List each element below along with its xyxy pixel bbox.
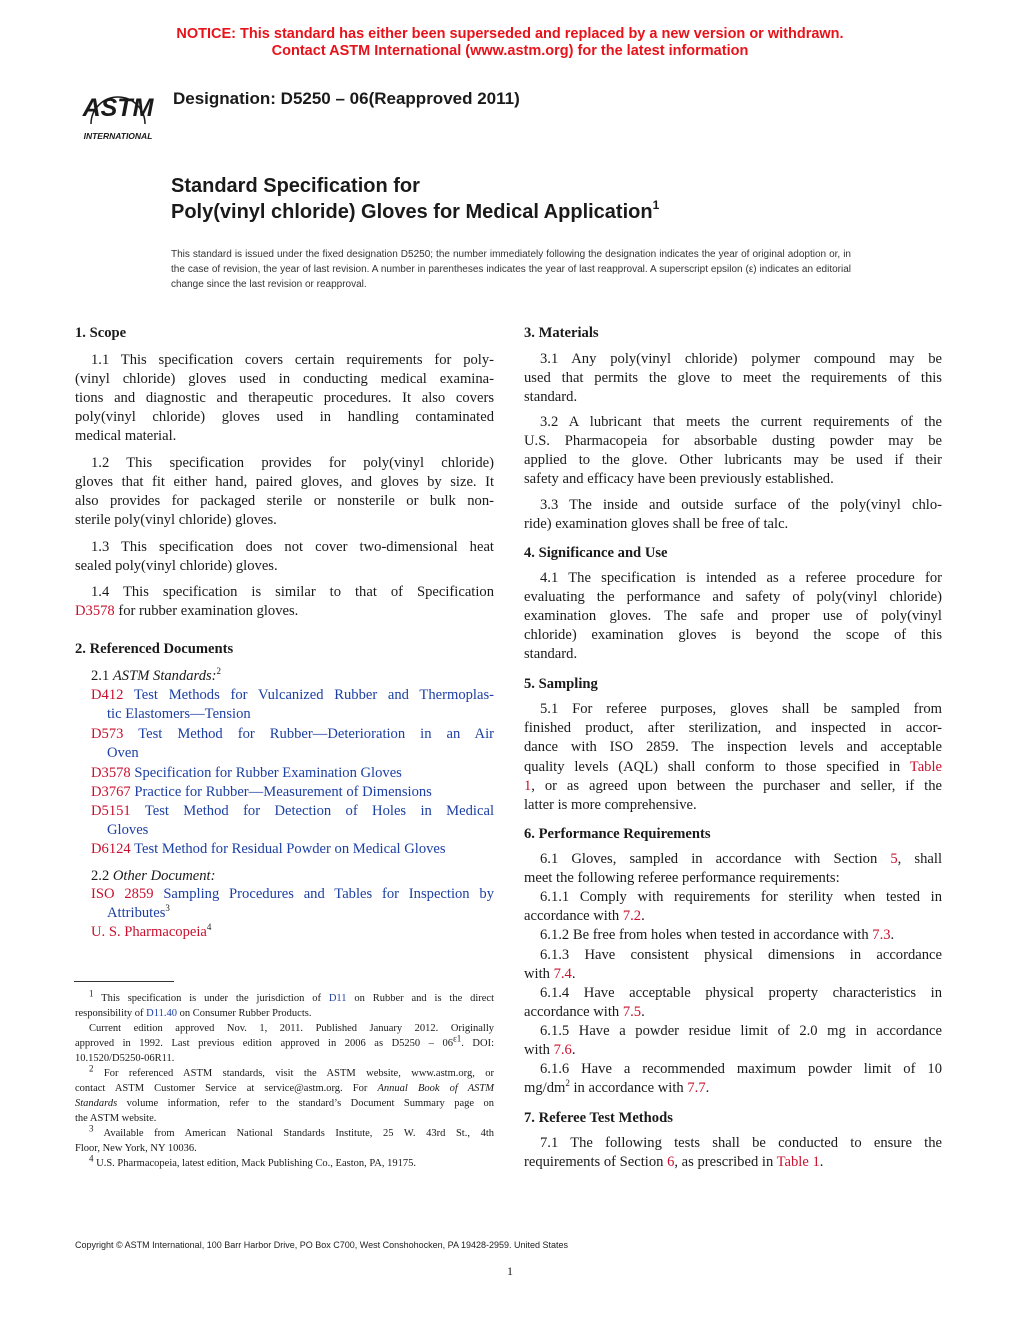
title-line-1: Standard Specification for: [171, 175, 420, 197]
text-line: 7.1 The following tests shall be conducted to ensure the: [540, 1135, 942, 1151]
text-line: 1.2 This specification provides for poly(vinyl chloride): [91, 455, 494, 471]
referenced-documents-heading: 2. Referenced Documents: [75, 641, 234, 657]
text-line: sterile poly(vinyl chloride) gloves.: [75, 512, 277, 528]
text-line: 6.1.1 Comply with requirements for sterility when tested in: [540, 889, 942, 905]
text-line: also provides for packaged sterile or nonsterile or bulk non-: [75, 493, 494, 509]
ref-iso-2859[interactable]: ISO 2859 Sampling Procedures and Tables for Inspection by: [91, 886, 494, 902]
text-line: ride) examination gloves shall be free of talc.: [524, 516, 789, 532]
footnote-1-cont: responsibility of D11.40 on Consumer Rubber Products.: [75, 1008, 312, 1019]
edition-line-3: 10.1520/D5250-06R11.: [75, 1053, 175, 1064]
link-table-1[interactable]: Table: [909, 759, 942, 775]
link-d11-40[interactable]: D11.40: [146, 1008, 177, 1019]
footnote-3: $^3$ Available from American National Standards Institute, 25 W. 43rd St., 4th: [89, 1123, 494, 1139]
footnote-4: $^4$ U.S. Pharmacopeia, latest edition, Mack Publishing Co., Easton, PA, 19175.: [89, 1153, 416, 1169]
text-line: standard.: [524, 389, 578, 405]
text-line: examination gloves. The safe and proper use of poly(vinyl: [524, 608, 942, 624]
link-section-5[interactable]: 5: [890, 851, 898, 867]
text-line: gloves that fit either hand, paired gloves, and gloves by size. It: [75, 474, 494, 490]
astm-logo: [73, 76, 163, 144]
ref-d573-cont[interactable]: Oven: [107, 745, 139, 761]
text-line: U.S. Pharmacopeia for absorbable dusting powder may be: [524, 433, 942, 449]
text-line: 6.1.4 Have acceptable physical property characteristics in: [540, 985, 942, 1001]
link-7-7[interactable]: 7.7: [687, 1080, 706, 1096]
astm-logo-text: ASTM: [82, 94, 154, 122]
ref-d6124[interactable]: D6124 Test Method for Residual Powder on Medical Gloves: [91, 841, 446, 857]
edition-line-2: approved in 1992. Last previous edition approved in 2006 as $D5250 - 06^{\varepsilon 1}$. DOI:: [75, 1033, 494, 1049]
link-table-1-b[interactable]: Table 1: [776, 1154, 820, 1170]
text-line: 1.4 This specification is similar to that of Specification: [91, 584, 494, 600]
copyright: Copyright © ASTM International, 100 Barr Harbor Drive, PO Box C700, West Conshohocken, PA 19428-2959. United States: [75, 1240, 569, 1250]
link-table-1-num[interactable]: 1: [524, 778, 532, 794]
text-line: 3.1 Any poly(vinyl chloride) polymer compound may be: [540, 351, 942, 367]
document-title: [171, 173, 659, 225]
text-line: safety and efficacy have been previously established.: [524, 471, 834, 487]
text-line: 1, or as agreed upon between the purchaser and seller, if the: [524, 778, 942, 794]
text-line: dance with ISO 2859. The inspection levels and acceptable: [524, 739, 942, 755]
referee-heading: 7. Referee Test Methods: [524, 1110, 673, 1126]
ref-d412[interactable]: D412 Test Methods for Vulcanized Rubber and Thermoplas-: [91, 687, 494, 703]
text-line: evaluating the performance and safety of poly(vinyl chloride): [524, 589, 942, 605]
text-line: 1.1 This specification covers certain requirements for poly-: [91, 352, 494, 368]
text-line: poly(vinyl chloride) gloves used in handling contaminated: [75, 409, 494, 425]
withdrawal-notice: [0, 26, 1020, 60]
notice-line-1: NOTICE: This standard has either been superseded and replaced by a new version or withdrawn.: [176, 26, 844, 42]
ref-iso-2859-cont[interactable]: Attributes$^3$: [107, 903, 170, 921]
text-line: used that permits the glove to meet the requirements of this: [524, 370, 942, 386]
ref-d5151-cont[interactable]: Gloves: [107, 822, 149, 838]
text-line: sealed poly(vinyl chloride) gloves.: [75, 558, 278, 574]
text-line: 6.1.6 Have a recommended maximum powder limit of 10: [540, 1061, 942, 1077]
text-line: standard.: [524, 646, 578, 662]
issuance-note: This standard is issued under the fixed designation D5250; the number immediately following the designation indicates the year of original adoption or, in the case of revision, the year of last revision. A number in parentheses indicates the year of last reapproval. A superscript epsilon (ε) indicates an editorial change since the last revision or reapproval.: [171, 249, 851, 290]
text-line: tions and diagnostic and therapeutic procedures. It also covers: [75, 390, 494, 406]
text-line: medical material.: [75, 428, 177, 444]
footnote-1: $^1$ This specification is under the jurisdiction of D11 on Rubber and is the direct: [89, 988, 494, 1004]
notice-line-2: Contact ASTM International (www.astm.org) for the latest information: [271, 43, 749, 59]
link-d11[interactable]: D11: [328, 993, 347, 1004]
other-document-label: 2.2 Other Document:: [91, 868, 216, 884]
materials-heading: 3. Materials: [524, 325, 599, 341]
footnote-divider: [74, 981, 174, 982]
text-line: with 7.6.: [524, 1042, 576, 1058]
text-line: applied to the glove. Other lubricants may be used if their: [524, 452, 942, 468]
ref-d3767[interactable]: D3767 Practice for Rubber—Measurement of Dimensions: [91, 784, 432, 800]
text-line: 6.1.3 Have consistent physical dimensions in accordance: [540, 947, 942, 963]
title-footnote-ref[interactable]: 1: [652, 198, 660, 212]
text-line: quality levels (AQL) shall conform to those specified in Table: [524, 759, 942, 775]
text-line: requirements of Section 6, as prescribed in Table 1.: [524, 1154, 824, 1170]
text-line: 3.3 The inside and outside surface of the poly(vinyl chlo-: [540, 497, 942, 513]
significance-heading: 4. Significance and Use: [524, 545, 668, 561]
ref-d5151[interactable]: D5151 Test Method for Detection of Holes in Medical: [91, 803, 494, 819]
text-line: latter is more comprehensive.: [524, 797, 697, 813]
text-line: (vinyl chloride) gloves used in conducting medical examina-: [75, 371, 494, 387]
link-7-6[interactable]: 7.6: [553, 1042, 572, 1058]
text-line: 4.1 The specification is intended as a referee procedure for: [540, 570, 942, 586]
link-7-2[interactable]: 7.2: [622, 908, 642, 924]
title-line-2: Poly(vinyl chloride) Gloves for Medical Application$^1$: [171, 198, 660, 223]
link-7-5[interactable]: 7.5: [622, 1004, 642, 1020]
scope-heading: 1. Scope: [75, 325, 127, 341]
astm-standards-label: 2.1 ASTM Standards:$^2$: [91, 666, 222, 684]
ref-d573[interactable]: D573 Test Method for Rubber—Deterioration in an Air: [91, 726, 494, 742]
link-7-4[interactable]: 7.4: [553, 966, 572, 982]
text-line: 6.1 Gloves, sampled in accordance with Section 5, shall: [540, 851, 942, 867]
text-line: finished product, after sterilization, and inspected in accor-: [524, 720, 942, 736]
link-section-6[interactable]: 6: [667, 1154, 675, 1170]
sampling-heading: 5. Sampling: [524, 676, 598, 692]
ref-d3578[interactable]: D3578 Specification for Rubber Examination Gloves: [91, 765, 402, 781]
page-number: 1: [507, 1264, 513, 1278]
text-line: meet the following referee performance requirements:: [524, 870, 840, 886]
link-d3578[interactable]: D3578: [75, 603, 115, 619]
astm-logo-subtext: INTERNATIONAL: [83, 131, 153, 141]
text-line: 1.3 This specification does not cover two-dimensional heat: [91, 539, 494, 555]
text-line: 6.1.2 Be free from holes when tested in accordance with 7.3.: [540, 927, 895, 943]
text-line: accordance with 7.2.: [524, 908, 645, 924]
footnote-2-cont: contact ASTM Customer Service at service@astm.org. For Annual Book of ASTM: [75, 1083, 494, 1094]
text-line: 5.1 For referee purposes, gloves shall be sampled from: [540, 701, 942, 717]
text-line: D3578 for rubber examination gloves.: [75, 603, 299, 619]
link-7-3[interactable]: 7.3: [872, 927, 891, 943]
ref-usp[interactable]: U. S. Pharmacopeia$^4$: [91, 922, 212, 940]
ref-d412-cont[interactable]: tic Elastomers—Tension: [107, 706, 251, 722]
text-line: accordance with 7.5.: [524, 1004, 645, 1020]
text-line: with 7.4.: [524, 966, 576, 982]
performance-heading: 6. Performance Requirements: [524, 826, 711, 842]
footnote-2-cont: the ASTM website.: [75, 1113, 157, 1124]
footnote-3-cont: Floor, New York, NY 10036.: [75, 1143, 197, 1154]
text-line: $mg/dm^2$ in accordance with 7.7.: [524, 1078, 710, 1096]
designation: Designation: D5250 – 06(Reapproved 2011): [173, 89, 520, 108]
edition-line-1: Current edition approved Nov. 1, 2011. Published January 2012. Originally: [89, 1023, 494, 1034]
text-line: chloride) examination gloves is beyond the scope of this: [524, 627, 942, 643]
text-line: 6.1.5 Have a powder residue limit of 2.0 mg in accordance: [540, 1023, 942, 1039]
text-line: 3.2 A lubricant that meets the current requirements of the: [540, 414, 942, 430]
footnote-2: $^2$ For referenced ASTM standards, visit the ASTM website, www.astm.org, or: [89, 1063, 494, 1079]
footnote-2-cont: Standards volume information, refer to the standard’s Document Summary page on: [75, 1098, 494, 1109]
